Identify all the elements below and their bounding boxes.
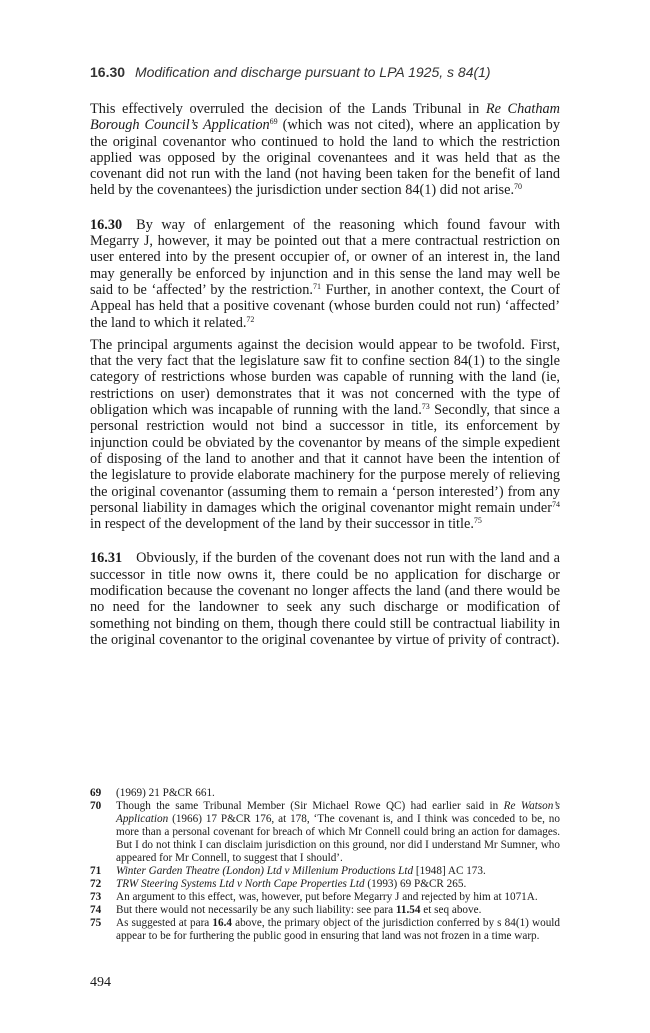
- footnote-ref[interactable]: 70: [514, 182, 523, 192]
- text-run: This effectively overruled the decision of the Lands Tribunal in: [90, 101, 486, 117]
- case-name: Re Chatham Borough Council’s Application: [90, 101, 560, 134]
- footnote-number: 74: [90, 904, 102, 916]
- text-run: (1966) 17 P&CR 176, at 178, ‘The covenant is, and I think was conceded to be, no more than a personal covenant for breach of which Mr Connell could bring an action for damages. But I do not think I can disclaim jurisdiction on this ground, nor did I understand Mr Sumner, who appeared for Mr Connell, to suggest that I should’.: [116, 813, 560, 864]
- footnote-text: (1969) 21 P&CR 661.: [116, 787, 215, 799]
- text-run: Secondly, that since a personal restriction would not bind a successor in title, its enforcement by injunction could be obviated by the covenantor by means of the simple expedient of disposing of the land to another and that it cannot have been the intention of the legislature to provide elaborate machinery for the purpose merely of relieving the original covenantor (assuming them to remain a ‘person interested’) from any personal liability in damages which the original covenantor might remain under: [90, 402, 560, 516]
- footnote-ref[interactable]: 72: [246, 314, 255, 324]
- text-run: By way of enlargement of the reasoning which found favour with Megarry J, however, it may be pointed out that a mere contractual restriction on user entered into by the present occupier of, or owner of an interest in, the land may generally be enforced by injunction and in this sense the land may well be said to be ‘affected’ by the restriction.: [90, 216, 560, 298]
- case-name: Winter Garden Theatre (London) Ltd v Millenium Productions Ltd: [116, 865, 414, 877]
- text-run: et seq above.: [420, 904, 482, 916]
- footnote-text: [116, 878, 560, 891]
- running-head-title: Modification and discharge pursuant to LPA 1925, s 84(1): [134, 64, 491, 80]
- footnote-text: An argument to this effect, was, however, put before Megarry J and rejected by him at 1071A.: [116, 891, 538, 903]
- footnote-ref[interactable]: 69: [269, 117, 278, 127]
- text-run: As suggested at para: [116, 917, 213, 929]
- page-number: 494: [90, 975, 111, 990]
- footnote-70: [90, 800, 560, 865]
- paragraph-reference: 11.54: [395, 904, 421, 916]
- paragraph-number: 16.30: [90, 216, 123, 233]
- paragraph-1: [90, 101, 560, 199]
- text-run: Further, in another context, the Court of Appeal has held that a positive covenant (whose burden could not run) ‘affected’ the land to which it related.: [90, 281, 560, 331]
- footnote-number: 73: [90, 891, 102, 903]
- case-name: Re Watson’s Application: [116, 800, 560, 825]
- footnote-text: [116, 917, 560, 943]
- case-name: TRW Steering Systems Ltd v North Cape Properties Ltd: [116, 878, 365, 890]
- text-run: Obviously, if the burden of the covenant does not run with the land and a successor in title now owns it, there could be no application for discharge or modification because the covenant no longer affects the land (and there would be no need for the landowner to seek any such discharge or modification of something not binding on them, though there could still be contractual liability in the original covenantor to the original covenantee by virtue of privity of contract).: [90, 550, 560, 648]
- footnote-73: [90, 891, 560, 904]
- footnote-text: [116, 800, 560, 865]
- footnote-ref[interactable]: 73: [421, 402, 430, 412]
- footnotes: [90, 787, 560, 943]
- footnote-text: [116, 904, 560, 917]
- footnote-69: [90, 787, 560, 800]
- footnote-74: [90, 904, 560, 917]
- footnote-number: 75: [90, 917, 102, 929]
- footnote-ref[interactable]: 74: [552, 499, 560, 509]
- text-run: in respect of the development of the land by their successor in title.: [90, 516, 474, 533]
- running-head: [90, 64, 560, 80]
- paragraph-16-30: [90, 217, 560, 331]
- paragraph-16-31: [90, 550, 560, 648]
- text-run: (which was not cited), where an application by the original covenantor who continued to hold the land to which the restriction applied was opposed by the original covenantees and it was held that as the covenant did not run with the land (not having been taken for the benefit of land held by the covenantees) the jurisdiction under section 84(1) did not arise.: [90, 117, 560, 199]
- footnote-number: 69: [90, 787, 102, 799]
- paragraph-3: [90, 337, 560, 533]
- body-text: [90, 101, 560, 666]
- text-run: But there would not necessarily be any such liability: see para: [116, 904, 396, 916]
- footnote-75: [90, 917, 560, 943]
- footnote-72: [90, 878, 560, 891]
- footnote-number: 72: [90, 878, 102, 890]
- footnote-ref[interactable]: 71: [312, 281, 321, 291]
- text-run: Though the same Tribunal Member (Sir Michael Rowe QC) had earlier said in: [116, 800, 504, 812]
- text-run: [1948] AC 173.: [413, 865, 486, 877]
- footnote-text: [116, 865, 560, 878]
- footnote-number: 70: [90, 800, 102, 812]
- text-run: above, the primary object of the jurisdiction conferred by s 84(1) would appear to be for furthering the public good in ensuring that land was not frozen in a time warp.: [116, 917, 560, 942]
- paragraph-number: 16.31: [90, 550, 123, 567]
- text-run: The principal arguments against the decision would appear to be twofold. First, that the very fact that the legislature saw fit to confine section 84(1) to the single category of restrictions whose burden was capable of running with the land (ie, restrictions on user) demonstrates that it was not concerned with the type of obligation which was incapable of running with the land.: [90, 336, 560, 419]
- footnote-71: [90, 865, 560, 878]
- footnote-number: 71: [90, 865, 102, 877]
- footnote-ref[interactable]: 75: [473, 516, 482, 526]
- running-head-number: 16.30: [90, 64, 126, 80]
- paragraph-reference: 16.4: [212, 917, 232, 929]
- text-run: (1993) 69 P&CR 265.: [364, 878, 467, 890]
